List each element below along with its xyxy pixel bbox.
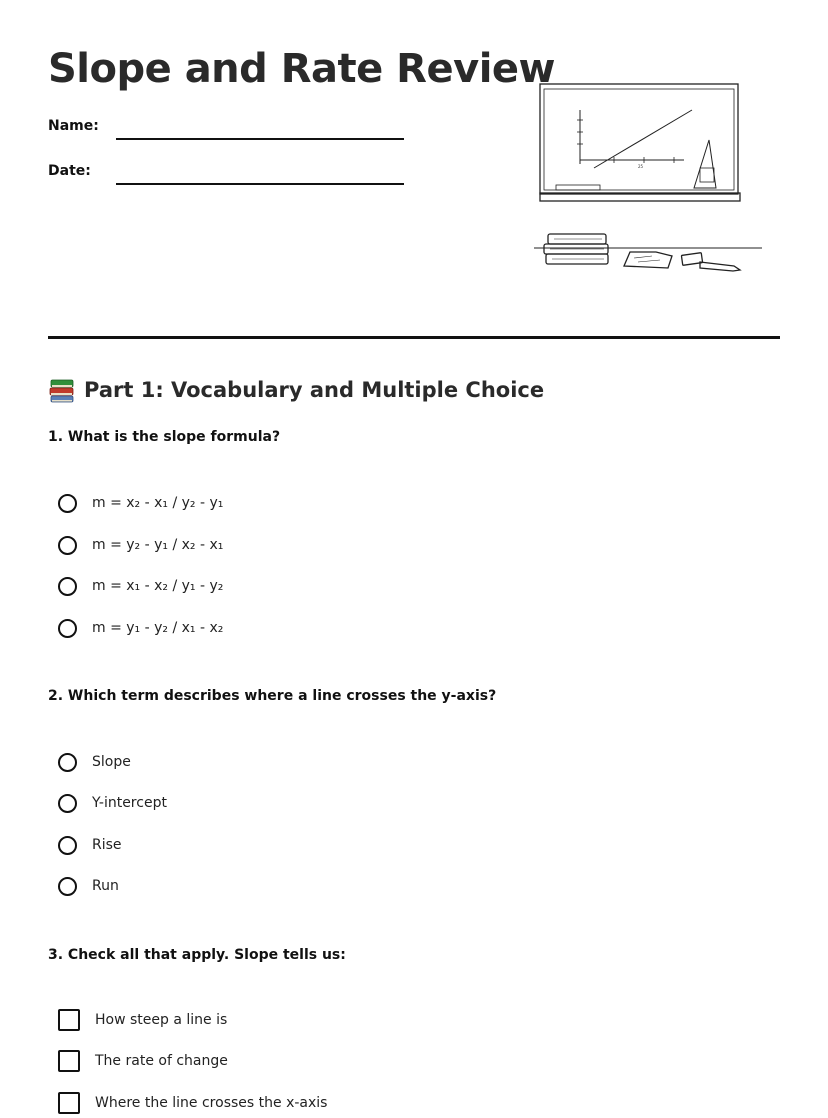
radio-circle[interactable] [58, 836, 77, 855]
q2-option-d[interactable] [58, 874, 119, 898]
radio-circle[interactable] [58, 536, 77, 555]
q3-option-b[interactable] [58, 1049, 228, 1073]
books-icon [48, 376, 76, 404]
q2-option-a[interactable] [58, 750, 131, 774]
date-field[interactable] [116, 183, 404, 185]
radio-circle[interactable] [58, 577, 77, 596]
radio-circle[interactable] [58, 877, 77, 896]
checkbox[interactable] [58, 1092, 80, 1114]
option-label: m = x₁ - x₂ / y₁ - y₂ [92, 578, 224, 594]
q1-option-c[interactable] [58, 574, 223, 598]
option-label: Y-intercept [92, 795, 167, 811]
q2-option-c[interactable] [58, 833, 122, 857]
radio-circle[interactable] [58, 494, 77, 513]
option-label: Slope [92, 754, 131, 770]
board-tick-label: 25 [638, 164, 644, 169]
radio-circle[interactable] [58, 619, 77, 638]
option-label: The rate of change [95, 1053, 228, 1069]
part-1-title: Part 1: Vocabulary and Multiple Choice [84, 378, 545, 402]
radio-circle[interactable] [58, 794, 77, 813]
option-label: Rise [92, 837, 122, 853]
name-label: Name: [48, 118, 99, 134]
q1-option-b[interactable] [58, 533, 223, 557]
page-title: Slope and Rate Review [48, 46, 555, 92]
name-field[interactable] [116, 138, 404, 140]
option-label: Run [92, 878, 119, 894]
option-label: m = y₁ - y₂ / x₁ - x₂ [92, 620, 224, 636]
option-label: How steep a line is [95, 1012, 228, 1028]
question-2-text: 2. Which term describes where a line crosses the y-axis? [48, 688, 497, 704]
checkbox[interactable] [58, 1009, 80, 1031]
section-divider [48, 336, 780, 339]
option-label: m = y₂ - y₁ / x₂ - x₁ [92, 537, 224, 553]
option-label: m = x₂ - x₁ / y₂ - y₁ [92, 495, 224, 511]
question-3-text: 3. Check all that apply. Slope tells us: [48, 947, 346, 963]
option-label: Where the line crosses the x-axis [95, 1095, 328, 1111]
q2-option-b[interactable] [58, 791, 167, 815]
radio-circle[interactable] [58, 753, 77, 772]
q1-option-d[interactable] [58, 616, 223, 640]
q1-option-a[interactable] [58, 491, 223, 515]
part-1-heading [48, 376, 544, 404]
checkbox[interactable] [58, 1050, 80, 1072]
q3-option-a[interactable] [58, 1008, 227, 1032]
question-1-text: 1. What is the slope formula? [48, 429, 281, 445]
date-label: Date: [48, 163, 91, 179]
q3-option-c[interactable] [58, 1091, 327, 1115]
chalkboard-graph-with-books-icon [534, 80, 764, 276]
